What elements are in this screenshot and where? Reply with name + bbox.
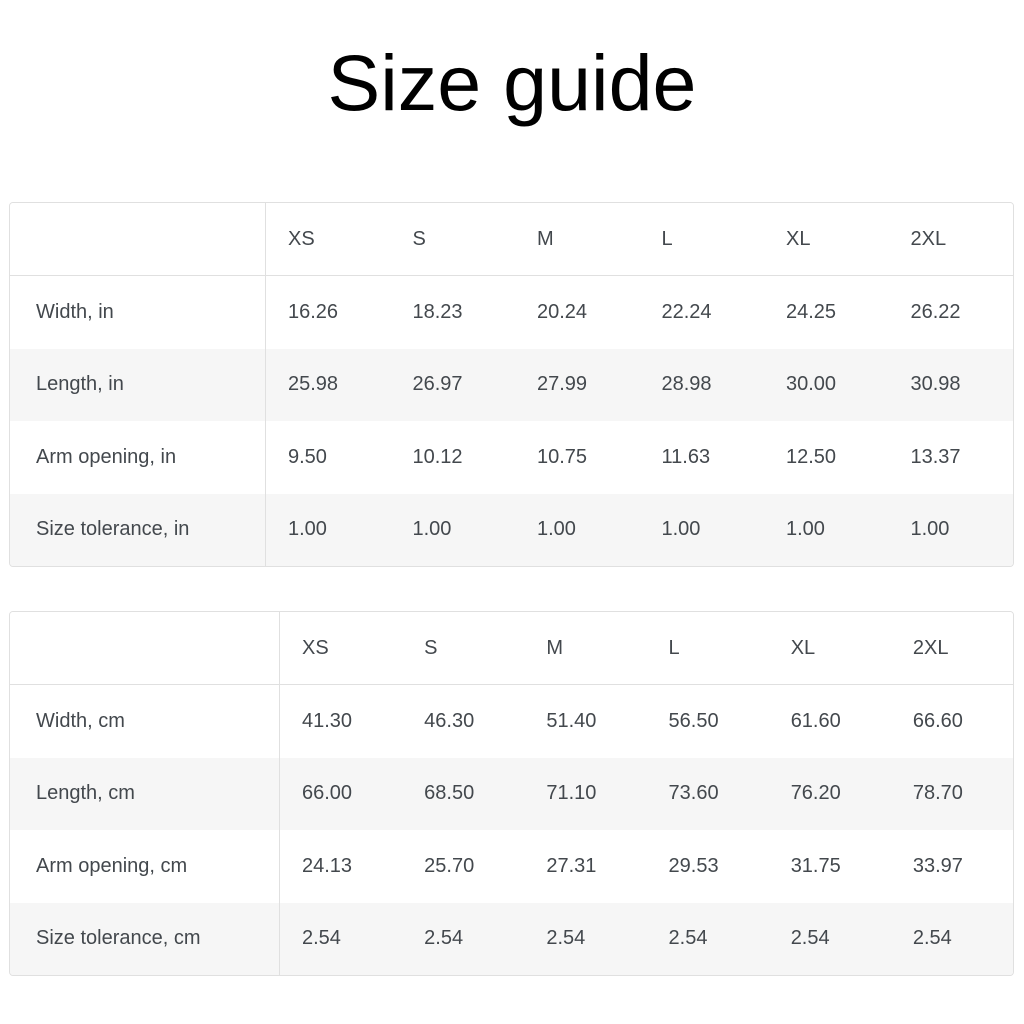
cell-value: 29.53 xyxy=(668,854,719,877)
row-label: Arm opening, in xyxy=(10,421,266,494)
corner-cell xyxy=(10,612,280,684)
cell-value: 24.13 xyxy=(302,854,353,877)
cell-value: 78.70 xyxy=(912,782,963,805)
cell-value: 1.00 xyxy=(786,518,825,541)
cell-value: 66.60 xyxy=(912,709,963,732)
cell-value: 30.98 xyxy=(910,373,961,396)
column-header-xl: XL xyxy=(790,636,816,659)
row-label: Size tolerance, in xyxy=(10,494,266,567)
table-row-length-in xyxy=(10,349,1013,422)
corner-cell xyxy=(10,203,266,275)
cell-value: 16.26 xyxy=(288,300,339,323)
table-row-arm-opening-cm xyxy=(10,830,1013,903)
page-title: Size guide xyxy=(327,38,697,127)
cell-value: 10.75 xyxy=(537,445,588,468)
table-header-row xyxy=(10,612,1013,685)
cell-value: 13.37 xyxy=(910,445,961,468)
column-header-xs: XS xyxy=(302,636,329,659)
cell-value: 61.60 xyxy=(790,709,841,732)
cell-value: 2.54 xyxy=(424,927,464,950)
cell-value: 26.22 xyxy=(910,300,961,323)
row-label: Width, in xyxy=(10,276,266,349)
cell-value: 71.10 xyxy=(546,782,597,805)
cell-value: 2.54 xyxy=(302,927,341,950)
cell-value: 31.75 xyxy=(790,854,841,877)
column-header-s: S xyxy=(412,227,426,250)
cell-value: 20.24 xyxy=(537,300,588,323)
cell-value: 56.50 xyxy=(668,709,719,732)
column-header-2xl: 2XL xyxy=(910,227,947,250)
cell-value: 11.63 xyxy=(661,445,711,468)
cell-value: 46.30 xyxy=(424,709,475,732)
cell-value: 2.54 xyxy=(546,927,586,950)
cell-value: 22.24 xyxy=(661,300,712,323)
row-label: Length, cm xyxy=(10,758,280,831)
table-row-width-in xyxy=(10,276,1013,349)
cell-value: 51.40 xyxy=(546,709,597,732)
cell-value: 25.98 xyxy=(288,373,339,396)
cell-value: 66.00 xyxy=(302,782,353,805)
table-row-arm-opening-in xyxy=(10,421,1013,494)
table-row-size-tolerance-cm xyxy=(10,903,1013,976)
table-header-row xyxy=(10,203,1013,276)
cell-value: 76.20 xyxy=(790,782,841,805)
row-label: Arm opening, cm xyxy=(10,830,280,903)
cell-value: 2.54 xyxy=(668,927,708,950)
cell-value: 27.31 xyxy=(546,854,597,877)
cell-value: 18.23 xyxy=(412,300,463,323)
column-header-xs: XS xyxy=(288,227,315,250)
cell-value: 1.00 xyxy=(910,518,950,541)
cell-value: 26.97 xyxy=(412,373,463,396)
size-table-cm xyxy=(9,611,1014,976)
cell-value: 1.00 xyxy=(288,518,327,541)
column-header-l: L xyxy=(661,227,673,250)
cell-value: 68.50 xyxy=(424,782,475,805)
column-header-2xl: 2XL xyxy=(912,636,949,659)
cell-value: 24.25 xyxy=(786,300,837,323)
cell-value: 1.00 xyxy=(412,518,452,541)
cell-value: 25.70 xyxy=(424,854,475,877)
cell-value: 28.98 xyxy=(661,373,712,396)
column-header-l: L xyxy=(668,636,680,659)
column-header-m: M xyxy=(546,636,564,659)
size-table-inches xyxy=(9,202,1014,567)
cell-value: 41.30 xyxy=(302,709,353,732)
column-header-s: S xyxy=(424,636,438,659)
cell-value: 27.99 xyxy=(537,373,588,396)
row-label: Length, in xyxy=(10,349,266,422)
row-label: Width, cm xyxy=(10,685,280,758)
cell-value: 73.60 xyxy=(668,782,719,805)
column-header-m: M xyxy=(537,227,554,250)
column-header-xl: XL xyxy=(786,227,811,250)
cell-value: 1.00 xyxy=(661,518,701,541)
cell-value: 2.54 xyxy=(790,927,830,950)
row-label: Size tolerance, cm xyxy=(10,903,280,976)
table-row-size-tolerance-in xyxy=(10,494,1013,567)
cell-value: 10.12 xyxy=(412,445,463,468)
table-row-length-cm xyxy=(10,758,1013,831)
table-row-width-cm xyxy=(10,685,1013,758)
cell-value: 12.50 xyxy=(786,445,837,468)
cell-value: 9.50 xyxy=(288,445,327,468)
cell-value: 33.97 xyxy=(912,854,963,877)
cell-value: 30.00 xyxy=(786,373,837,396)
cell-value: 2.54 xyxy=(912,927,952,950)
cell-value: 1.00 xyxy=(537,518,576,541)
